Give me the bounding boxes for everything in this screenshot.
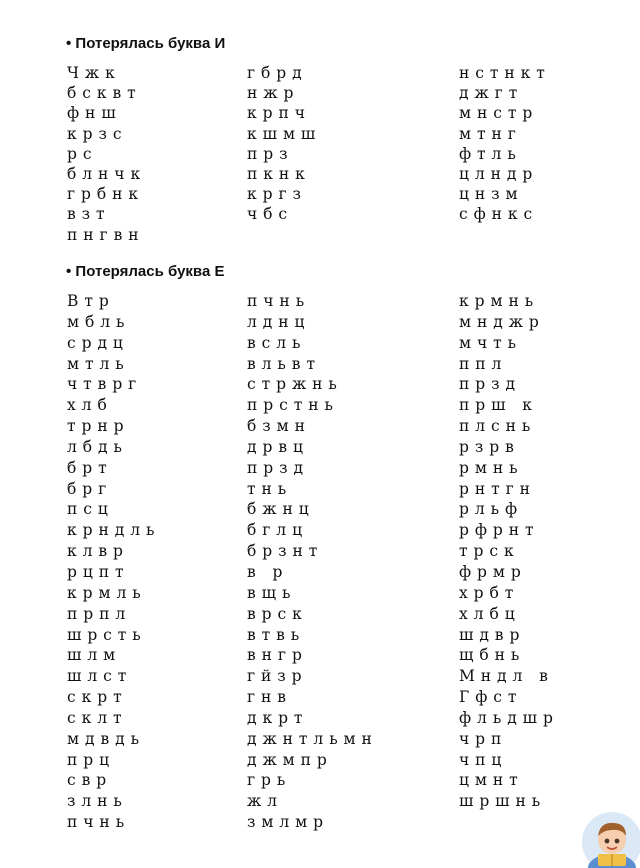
- word-row: з л н ь: [67, 792, 123, 811]
- word-row: х л б ц: [459, 604, 516, 623]
- word-row: ш д в р: [459, 625, 520, 644]
- word-row: м б л ь: [67, 312, 125, 331]
- word-row: к р п ч: [247, 104, 306, 123]
- word-row: в р с к: [247, 604, 303, 623]
- word-row: ф л ь д ш р: [459, 708, 554, 727]
- section-e-column-2: [247, 291, 372, 833]
- word-row: ш л м: [67, 646, 116, 665]
- word-row: к ш м ш: [247, 124, 316, 143]
- word-row: к р г з: [247, 185, 302, 204]
- word-row: п р з: [247, 144, 289, 163]
- word-row: б р з н т: [247, 542, 318, 561]
- word-row: р ф р н т: [459, 521, 535, 540]
- word-row: б с к в т: [67, 84, 137, 103]
- word-row: х р б т: [459, 583, 514, 602]
- word-row: х л б: [67, 396, 108, 415]
- word-row: ч б с: [247, 205, 288, 224]
- section-title-e: • Потерялась буква Е: [66, 263, 225, 280]
- word-row: м т л ь: [67, 354, 125, 373]
- word-row: р н т г н: [459, 479, 531, 498]
- word-row: г б р д: [247, 64, 303, 82]
- word-row: в р: [247, 562, 283, 581]
- word-row: ч т в р г: [67, 375, 137, 394]
- word-row: ш л с т: [67, 667, 127, 686]
- word-row: д ж н т л ь м н: [247, 729, 373, 748]
- word-row: п р з д: [459, 375, 516, 394]
- word-row: п ч н ь: [67, 813, 125, 832]
- section-i-column-3: [459, 63, 545, 225]
- word-row: ч р п: [459, 729, 502, 748]
- word-row: М н д л в: [459, 667, 549, 686]
- word-row: п п л: [459, 354, 502, 373]
- word-row: п н г в н: [67, 225, 140, 244]
- word-row: п р п л: [67, 604, 126, 623]
- word-row: г р б н к: [67, 185, 139, 204]
- word-row: в л ь в т: [247, 354, 316, 373]
- word-row: г й з р: [247, 667, 303, 686]
- word-row: щ б н ь: [459, 646, 520, 665]
- word-row: м н с т р: [459, 104, 533, 123]
- word-row: б ж н ц: [247, 500, 310, 519]
- section-i-column-1: [67, 63, 141, 245]
- word-row: п л с н ь: [459, 417, 531, 436]
- word-row: м ч т ь: [459, 333, 517, 352]
- word-row: р ц п т: [67, 562, 125, 581]
- word-row: п р ш к: [459, 396, 533, 415]
- word-row: к р м л ь: [67, 583, 142, 602]
- word-row: л д н ц: [247, 312, 305, 331]
- word-row: б л н ч к: [67, 164, 141, 183]
- word-row: с к р т: [67, 688, 123, 707]
- word-row: ц м н т: [459, 771, 519, 790]
- word-row: п р с т н ь: [247, 396, 334, 415]
- word-row: с р д ц: [67, 333, 124, 352]
- word-row: в щ ь: [247, 583, 291, 602]
- word-row: В т р: [67, 292, 110, 310]
- word-row: д к р т: [247, 708, 304, 727]
- word-row: в с л ь: [247, 333, 301, 352]
- word-row: н ж р: [247, 84, 294, 103]
- word-row: б р т: [67, 458, 108, 477]
- word-row: н с т н к т: [459, 64, 546, 82]
- word-row: д ж м п р: [247, 750, 328, 769]
- word-row: з м л м р: [247, 813, 324, 832]
- word-row: г н в: [247, 688, 287, 707]
- word-row: р л ь ф: [459, 500, 518, 519]
- word-row: м т н г: [459, 124, 517, 143]
- word-row: б р г: [67, 479, 107, 498]
- word-row: ц н з м: [459, 185, 519, 204]
- word-row: к р з с: [67, 124, 123, 143]
- word-row: с ф н к с: [459, 205, 533, 224]
- word-row: Г ф с т: [459, 688, 517, 707]
- word-row: п к н к: [247, 164, 306, 183]
- word-row: с в р: [67, 771, 107, 790]
- word-row: м д в д ь: [67, 729, 140, 748]
- word-row: м н д ж р: [459, 312, 540, 331]
- word-row: р с: [67, 144, 93, 163]
- word-row: т н ь: [247, 479, 287, 498]
- word-row: с к л т: [67, 708, 123, 727]
- word-row: р м н ь: [459, 458, 519, 477]
- word-row: ж л: [247, 792, 278, 811]
- word-row: л б д ь: [67, 437, 123, 456]
- word-row: д ж г т: [459, 84, 518, 103]
- section-e-column-3: [459, 291, 553, 812]
- word-row: ф р м р: [459, 562, 522, 581]
- word-row: т р н р: [67, 417, 125, 436]
- reading-child-icon: [578, 806, 640, 868]
- word-row: к л в р: [67, 542, 124, 561]
- word-row: п р ц: [67, 750, 110, 769]
- word-row: б з м н: [247, 417, 306, 436]
- word-row: в з т: [67, 205, 106, 224]
- word-row: д р в ц: [247, 437, 304, 456]
- word-row: ц л н д р: [459, 164, 533, 183]
- section-i-column-2: [247, 63, 316, 225]
- word-row: в т в ь: [247, 625, 300, 644]
- word-row: ф т л ь: [459, 144, 517, 163]
- word-row: т р с к: [459, 542, 515, 561]
- word-row: к р м н ь: [459, 292, 534, 310]
- word-row: ч п ц: [459, 750, 502, 769]
- word-row: п р з д: [247, 458, 304, 477]
- word-row: г р ь: [247, 771, 286, 790]
- word-row: б г л ц: [247, 521, 303, 540]
- word-row: ш р с т ь: [67, 625, 142, 644]
- word-row: р з р в: [459, 437, 515, 456]
- word-row: Ч ж к: [67, 64, 116, 82]
- word-row: с т р ж н ь: [247, 375, 338, 394]
- word-row: ф н ш: [67, 104, 117, 123]
- word-row: в н г р: [247, 646, 303, 665]
- word-row: к р н д л ь: [67, 521, 155, 540]
- section-title-i: • Потерялась буква И: [66, 35, 226, 52]
- word-row: п с ц: [67, 500, 109, 519]
- section-e-column-1: [67, 291, 155, 833]
- word-row: п ч н ь: [247, 292, 305, 310]
- word-row: ш р ш н ь: [459, 792, 541, 811]
